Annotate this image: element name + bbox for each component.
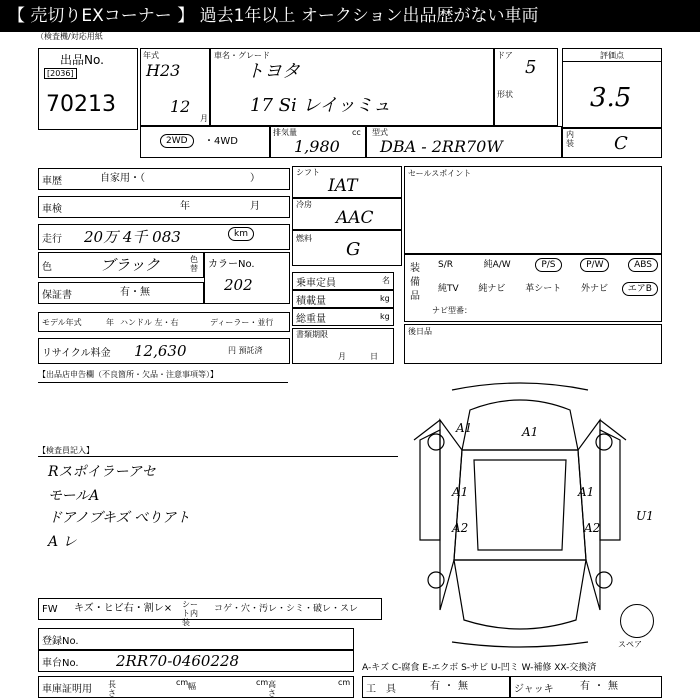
displacement-label: 排気量 xyxy=(273,128,297,137)
sales-label: セールスポイント xyxy=(408,169,472,178)
history-value: 自家用・（ xyxy=(100,173,145,184)
model-year-handle: ハンドル 左・右 xyxy=(120,318,179,327)
spare-label: スペア xyxy=(618,640,642,649)
load-unit: kg xyxy=(380,294,390,303)
interior-label: 内装 xyxy=(566,130,574,148)
fw-text: キズ・ヒビ右・割レ× xyxy=(74,603,173,614)
color-label: 色 xyxy=(42,261,52,273)
drive-4wd: ・4WD xyxy=(204,136,238,147)
chassis-value: 2RR70-0460228 xyxy=(116,652,240,670)
model-year-dealer: ディーラー・並行 xyxy=(210,318,274,327)
inspection-year: 年 xyxy=(180,201,190,212)
inspection-label: 車検 xyxy=(42,203,62,215)
mileage-label: 走行 xyxy=(42,233,62,245)
after-date-label: 後日品 xyxy=(408,327,432,336)
displacement-unit: cc xyxy=(352,128,361,137)
equipment-ext-navi: 外ナビ xyxy=(580,284,608,294)
spare-tire-icon xyxy=(620,604,654,638)
shift-value: IAT xyxy=(328,176,358,196)
drive-2wd xyxy=(160,134,194,148)
lot-label: 出品No. xyxy=(60,53,104,67)
equipment-row1 xyxy=(432,258,658,272)
cert-height: 高さ xyxy=(268,680,276,698)
equipment-navi: 純ナビ xyxy=(478,284,506,294)
equipment-aw: 純A/W xyxy=(483,260,511,270)
interior-box xyxy=(562,128,662,158)
year-month-unit: 月 xyxy=(200,114,208,123)
model-code-value: DBA - 2RR70W xyxy=(380,137,503,156)
recycle-value: 12,630 xyxy=(134,342,187,360)
fw-label: FW xyxy=(42,603,58,615)
cert-length-unit: cm xyxy=(176,678,189,687)
equipment-sr: S/R xyxy=(438,260,453,270)
diagram-mark-5: A2 xyxy=(452,521,469,535)
inspector-note-4: A レ xyxy=(48,534,77,550)
lot-number: 70213 xyxy=(46,92,116,117)
inspector-note-3: ドアノブキズ べりアト xyxy=(48,510,191,526)
fuel-value: G xyxy=(346,239,361,260)
cert-label: 車庫証明用 xyxy=(42,683,92,695)
name-maker: トヨタ xyxy=(246,61,300,82)
ac-label: 冷房 xyxy=(296,200,312,209)
recycle-unit: 円 預託済 xyxy=(228,346,263,355)
equipment-abs: ABS xyxy=(628,258,658,272)
colorno-value: 202 xyxy=(224,276,253,294)
warranty-value: 有・無 xyxy=(120,287,150,298)
equipment-row2 xyxy=(432,282,658,296)
after-date-box xyxy=(404,324,662,364)
jack-value: 有・無 xyxy=(580,681,622,692)
mileage-unit-circle: km xyxy=(228,227,254,241)
gross-unit: kg xyxy=(380,312,390,321)
diagram-mark-1: A1 xyxy=(456,421,473,435)
gross-label: 総重量 xyxy=(296,313,326,325)
capacity-label: 乗車定員 xyxy=(296,277,336,289)
deadline-label: 書類期限 xyxy=(296,330,328,339)
diagram-mark-2: A1 xyxy=(522,425,539,439)
model-year-year: 年 xyxy=(106,318,114,327)
cert-row xyxy=(38,676,354,698)
declaration-label: 【出品店申告欄（不良箇所・欠品・注意事項等）】 xyxy=(38,370,218,379)
colorno-label: カラーNo. xyxy=(208,259,255,270)
history-close: ） xyxy=(250,173,260,184)
diagram-mark-7: U1 xyxy=(636,509,654,523)
shape-label: 形状 xyxy=(497,90,513,99)
registration-row xyxy=(38,628,354,650)
tools-value: 有・無 xyxy=(430,681,472,692)
inspection-month: 月 xyxy=(250,201,260,212)
declaration-line xyxy=(38,382,288,383)
recycle-label: リサイクル料金 xyxy=(42,347,111,359)
seat-text: コゲ・穴・汚レ・シミ・破レ・スレ xyxy=(214,604,359,614)
ac-value: AAC xyxy=(336,208,374,228)
equipment-label: 装備品 xyxy=(410,263,420,302)
tools-label: 工具 xyxy=(366,683,406,695)
fuel-label: 燃料 xyxy=(296,234,312,243)
lot-code: [2036] xyxy=(44,68,77,79)
drive-2wd-circle: 2WD xyxy=(160,134,194,148)
load-label: 積載量 xyxy=(296,295,326,307)
year-month: 12 xyxy=(170,97,191,116)
warranty-label: 保証書 xyxy=(42,289,72,301)
mileage-unit xyxy=(228,227,254,241)
capacity-row xyxy=(292,272,394,290)
inspector-label: 【検査員記入】 xyxy=(38,446,94,455)
cert-width-unit: cm xyxy=(256,678,269,687)
chassis-label: 車台No. xyxy=(42,657,79,669)
score-value: 3.5 xyxy=(590,83,632,113)
equipment-tv: 純TV xyxy=(438,284,459,294)
damage-codes: A-キズ C-腐食 E-エクボ S-サビ U-凹ミ W-補修 XX-交換済 xyxy=(362,663,597,673)
model-year-label: モデル年式 xyxy=(42,317,82,327)
sheet-caption: （検査機/対応用紙 xyxy=(36,32,103,41)
inspector-note-2: モールA xyxy=(48,488,100,504)
interior-value: C xyxy=(614,133,628,154)
name-model: 17 Si レイッミュ xyxy=(250,95,391,116)
diagram-mark-4: A1 xyxy=(578,485,595,499)
door-value: 5 xyxy=(525,57,537,78)
equipment-ps: P/S xyxy=(535,258,561,272)
cert-width: 幅 xyxy=(188,682,196,691)
score-label: 評価点 xyxy=(600,51,624,60)
deadline-unit: 月日 xyxy=(338,352,402,361)
registration-label: 登録No. xyxy=(42,635,79,647)
mileage-value: 20万 4千 083 xyxy=(84,228,181,246)
year-era: H23 xyxy=(146,61,181,80)
sales-box xyxy=(404,166,662,254)
color-change-label: 色替 xyxy=(190,255,198,273)
diagram-mark-6: A2 xyxy=(584,521,601,535)
inspector-line xyxy=(38,456,398,457)
load-row xyxy=(292,290,394,308)
cert-height-unit: cm xyxy=(338,678,351,687)
equipment-navi-model: ナビ型番： xyxy=(432,306,472,315)
displacement-value: 1,980 xyxy=(294,137,340,156)
history-label: 車歴 xyxy=(42,175,62,187)
color-value: ブラック xyxy=(100,256,160,274)
diagram-mark-3: A1 xyxy=(452,485,469,499)
jack-label: ジャッキ xyxy=(514,683,554,695)
equipment-leather: 革シート xyxy=(525,284,562,294)
model-code-label: 型式 xyxy=(372,128,388,137)
capacity-unit: 名 xyxy=(382,276,390,285)
equipment-airbag: エアB xyxy=(622,282,658,296)
inspector-note-1: Rスポイラーアセ xyxy=(48,464,156,480)
gross-row xyxy=(292,308,394,326)
equipment-pw: P/W xyxy=(580,258,609,272)
name-label: 車名・グレード xyxy=(214,51,270,60)
year-label: 年式 xyxy=(143,51,159,60)
shift-label: シフト xyxy=(296,168,320,177)
seat-label: シート内装 xyxy=(182,600,198,627)
door-label: ドア xyxy=(497,51,513,60)
cert-length: 長さ xyxy=(108,680,116,698)
banner-text: 【 売切りEXコーナー 】 過去1年以上 オークション出品歴がない車両 xyxy=(8,6,539,26)
